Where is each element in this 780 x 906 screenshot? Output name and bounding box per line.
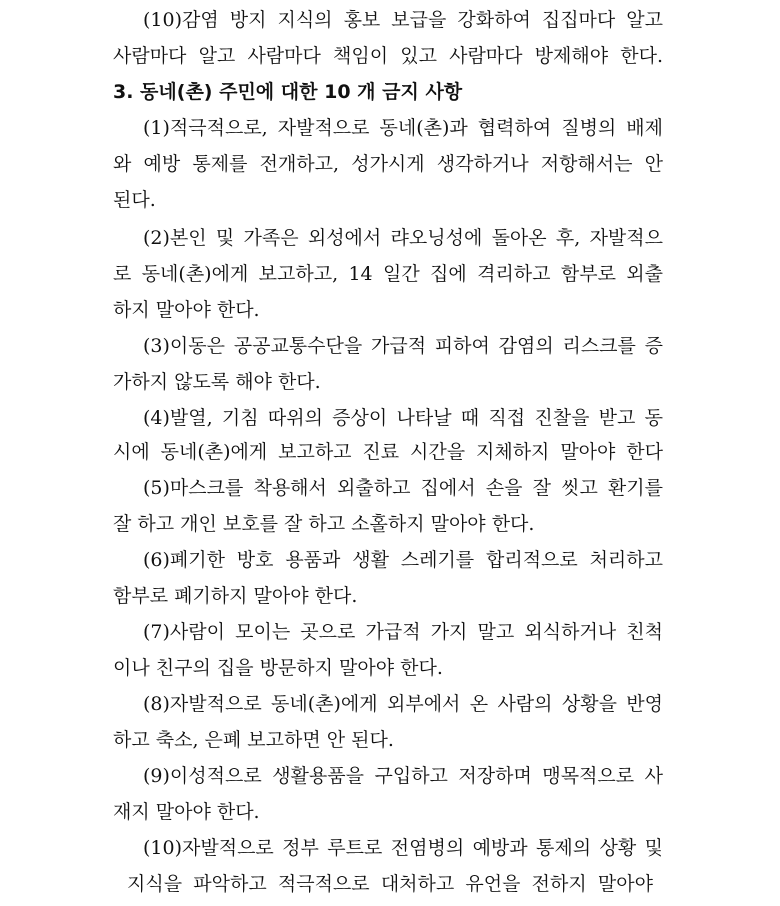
paragraph-line-20: 하고 축소, 은폐 보고하면 안 된다. xyxy=(113,729,394,751)
paragraph-line-4: 와 예방 통제를 전개하고, 성가시게 생각하거나 저항해서는 안 xyxy=(113,153,663,175)
paragraph-line-5: 된다. xyxy=(113,189,156,211)
paragraph-line-3: (1)적극적으로, 자발적으로 동네(촌)과 협력하여 질병의 배제 xyxy=(143,117,663,139)
paragraph-line-17: (7)사람이 모이는 곳으로 가급적 가지 말고 외식하거나 친척 xyxy=(143,621,663,643)
paragraph-line-8: 하지 말아야 한다. xyxy=(113,299,260,321)
paragraph-line-1: (10)감염 방지 지식의 홍보 보급을 강화하여 집집마다 알고 xyxy=(143,9,663,31)
paragraph-line-23: (10)자발적으로 정부 루트로 전염병의 예방과 통제의 상황 및 xyxy=(143,837,663,859)
paragraph-line-9: (3)이동은 공공교통수단을 가급적 피하여 감염의 리스크를 증 xyxy=(143,335,663,357)
paragraph-line-18: 이나 친구의 집을 방문하지 말아야 한다. xyxy=(113,657,443,679)
section-heading: 3. 동네(촌) 주민에 대한 10 개 금지 사항 xyxy=(113,81,463,103)
paragraph-line-16: 함부로 폐기하지 말아야 한다. xyxy=(113,585,358,607)
paragraph-line-12: 시에 동네(촌)에게 보고하고 진료 시간을 지체하지 말아야 한다 xyxy=(113,441,663,463)
paragraph-line-2: 사람마다 알고 사람마다 책임이 있고 사람마다 방제해야 한다. xyxy=(113,45,663,67)
paragraph-line-15: (6)폐기한 방호 용품과 생활 스레기를 합리적으로 처리하고 xyxy=(143,549,663,571)
paragraph-line-24: 지식을 파악하고 적극적으로 대처하고 유언을 전하지 말아야 xyxy=(127,873,653,895)
paragraph-line-22: 재지 말아야 한다. xyxy=(113,801,260,823)
paragraph-line-14: 잘 하고 개인 보호를 잘 하고 소홀하지 말아야 한다. xyxy=(113,513,535,535)
paragraph-line-7: 로 동네(촌)에게 보고하고, 14 일간 집에 격리하고 함부로 외출 xyxy=(113,263,663,285)
paragraph-line-13: (5)마스크를 착용해서 외출하고 집에서 손을 잘 씻고 환기를 xyxy=(143,477,663,499)
paragraph-line-11: (4)발열, 기침 따위의 증상이 나타날 때 직접 진찰을 받고 동 xyxy=(143,407,663,429)
paragraph-line-19: (8)자발적으로 동네(촌)에게 외부에서 온 사람의 상황을 반영 xyxy=(143,693,663,715)
paragraph-line-10: 가하지 않도록 해야 한다. xyxy=(113,371,321,393)
paragraph-line-21: (9)이성적으로 생활용품을 구입하고 저장하며 맹목적으로 사 xyxy=(143,765,663,787)
paragraph-line-6: (2)본인 및 가족은 외성에서 랴오닝성에 돌아온 후, 자발적으 xyxy=(143,227,663,249)
